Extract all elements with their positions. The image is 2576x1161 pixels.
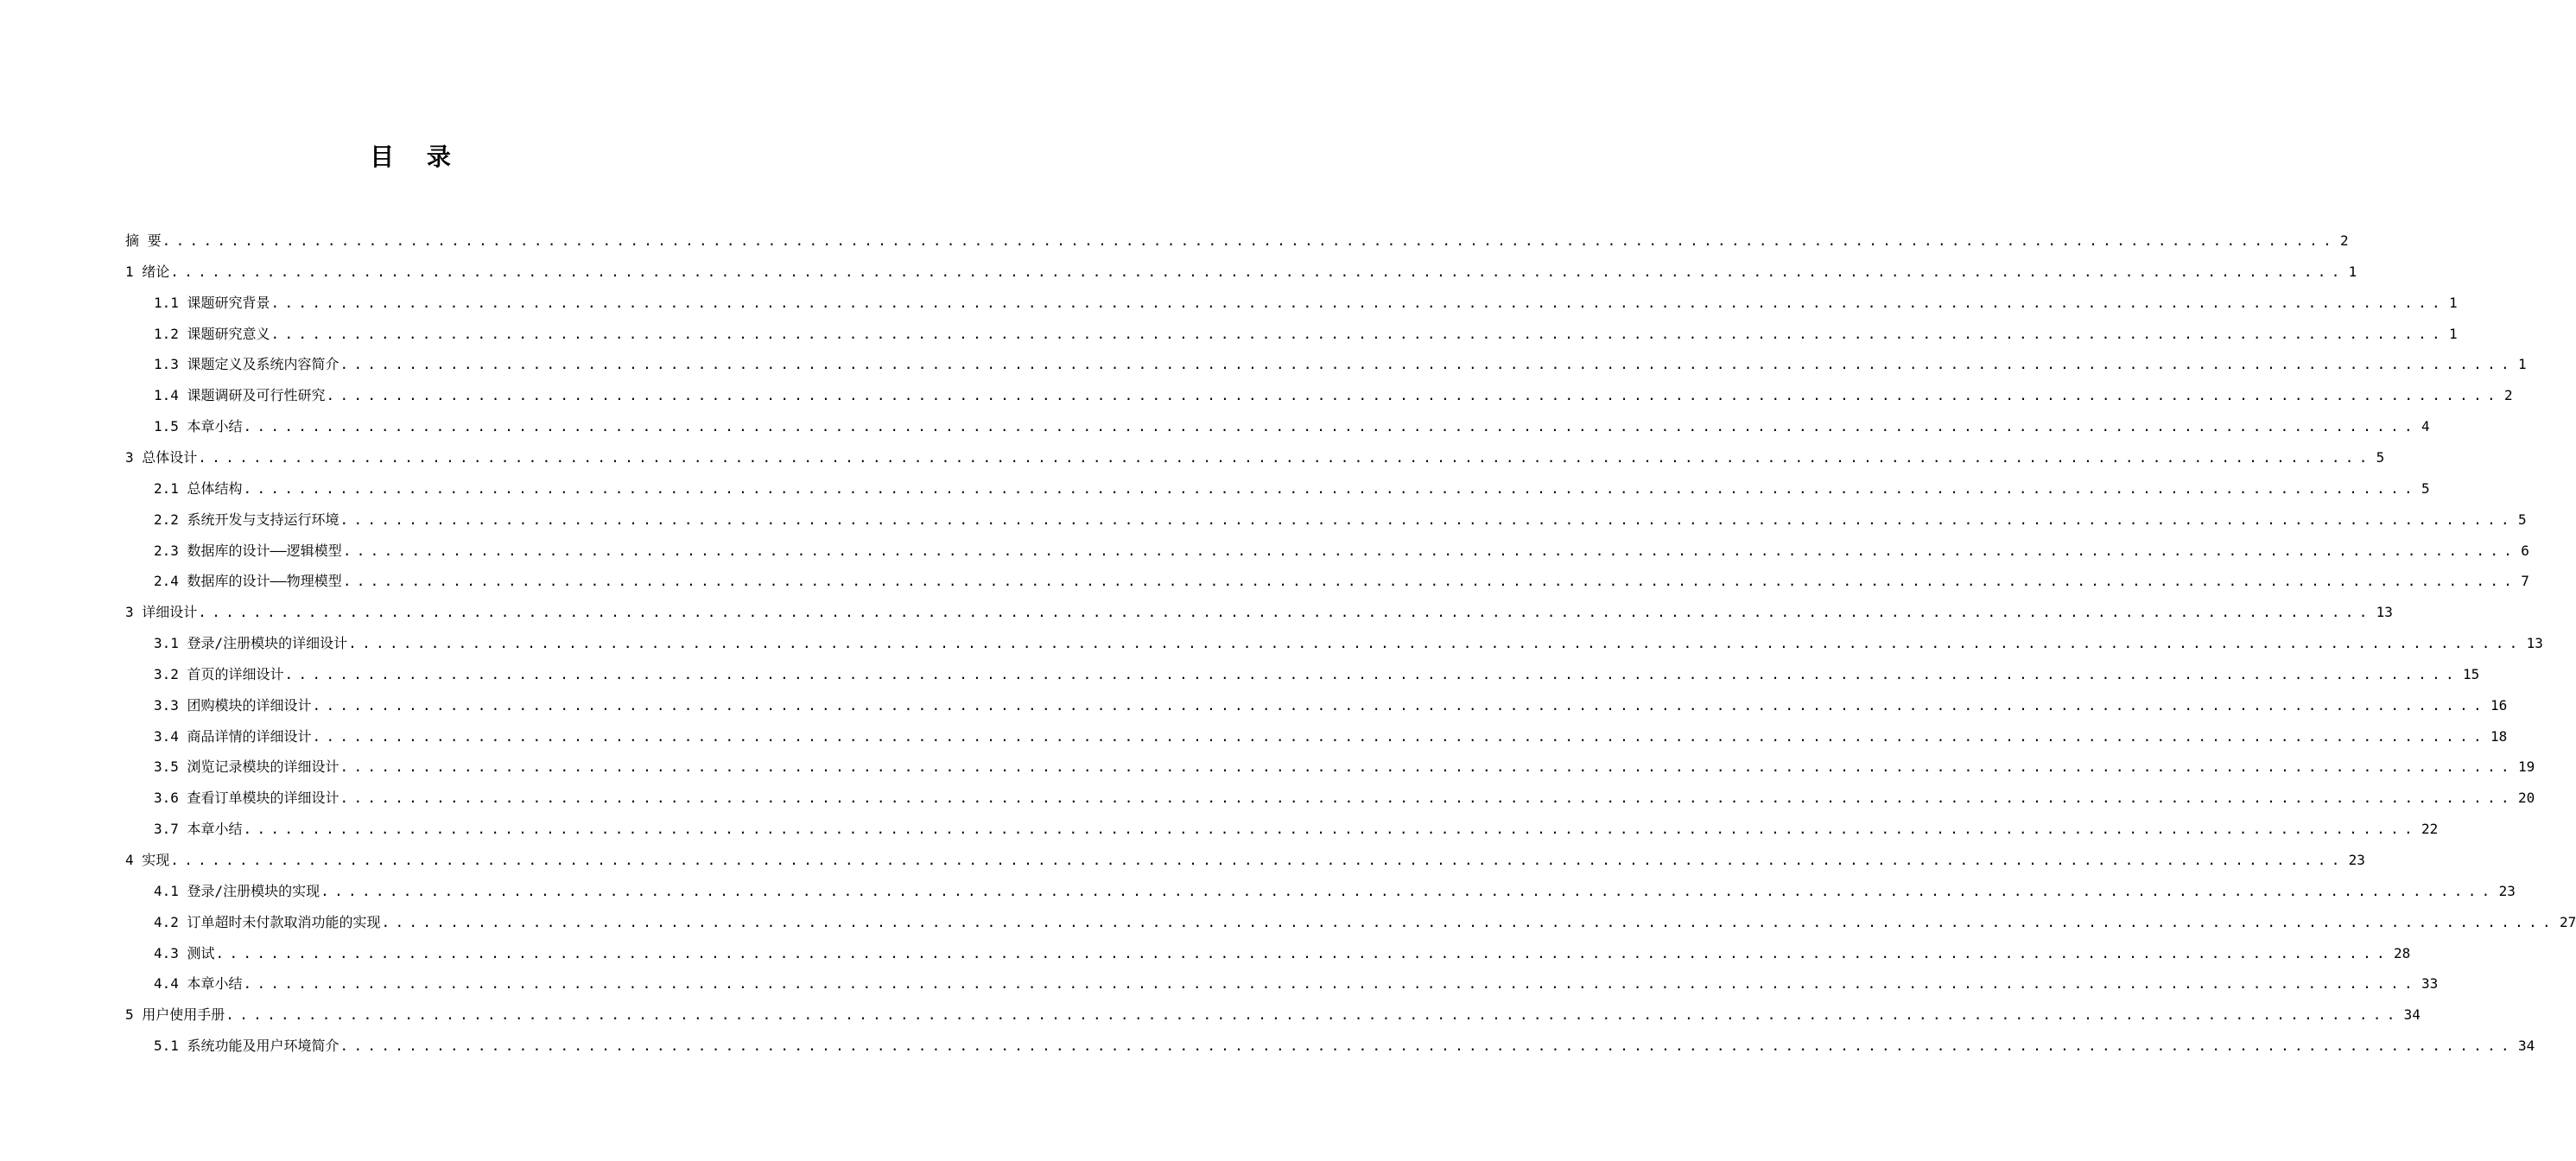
toc-entry-page-number: 22 [2421,821,2439,838]
toc-entry-page-number: 13 [2376,604,2393,621]
toc-entry[interactable] [154,312,2458,343]
toc-entry[interactable] [154,466,2430,498]
toc-entry[interactable] [154,1024,2535,1055]
toc-entry[interactable] [154,652,2480,683]
dot-leader: .............................................................................................................................................................. [342,573,2518,590]
dot-leader: .............................................................................................................................................................. [312,727,2487,745]
dot-leader: .............................................................................................................................................................. [243,821,2418,838]
toc-entry[interactable] [154,404,2430,435]
dot-leader: .............................................................................................................................................................. [198,604,2373,621]
dot-leader: .............................................................................................................................................................. [339,511,2515,528]
toc-title: 目 录 [370,143,463,171]
dot-leader: .............................................................................................................................................................. [320,882,2496,899]
toc-entry-page-number: 13 [2526,635,2543,652]
toc-entry-page-number: 20 [2517,790,2535,807]
toc-entry-page-number: 33 [2421,975,2439,993]
toc-entry-page-number: 1 [2448,325,2458,342]
toc-entry[interactable] [125,435,2385,466]
toc-entry-page-number: 5 [2421,479,2430,497]
toc-entry[interactable] [154,900,2576,931]
toc-entry[interactable] [154,373,2513,404]
toc-entry[interactable] [125,993,2421,1024]
toc-entry-text: 3 详细设计 [125,604,198,621]
toc-entry[interactable] [154,776,2535,807]
toc-entry-page-number: 27 [2559,913,2576,930]
toc-entry-text: 摘 要 [125,232,162,249]
toc-entry[interactable] [154,714,2508,745]
dot-leader: .............................................................................................................................................................. [215,944,2390,961]
dot-leader: .............................................................................................................................................................. [198,448,2373,466]
dot-leader: .............................................................................................................................................................. [348,635,2523,652]
dot-leader: .............................................................................................................................................................. [284,665,2459,682]
toc-entry-page-number: 34 [2517,1037,2535,1055]
toc-entry-page-number: 5 [2376,448,2385,466]
toc-entry-text: 4.1 登录/注册模块的实现 [154,882,320,899]
toc-entry-page-number: 23 [2348,852,2365,868]
toc-entry-text: 1.1 课题研究背景 [154,294,270,311]
toc-entry[interactable] [154,931,2411,962]
toc-entry-text: 3 总体设计 [125,448,198,466]
dot-leader: .............................................................................................................................................................. [312,696,2487,714]
toc-entry-page-number: 1 [2348,263,2357,280]
toc-entry-page-number: 18 [2490,727,2508,745]
toc-entry-page-number: 28 [2393,944,2411,961]
toc-entry[interactable] [154,342,2527,373]
toc-entry-text: 3.3 团购模块的详细设计 [154,696,312,714]
toc-entry[interactable] [154,961,2439,993]
dot-leader: .............................................................................................................................................................. [170,263,2345,280]
dot-leader: .............................................................................................................................................................. [170,852,2345,868]
toc-entry[interactable] [125,219,2349,250]
toc-entry-text: 1.4 课题调研及可行性研究 [154,387,326,404]
toc-entry-text: 2.1 总体结构 [154,479,243,497]
toc-entry-page-number: 19 [2517,758,2535,776]
toc-entry[interactable] [154,559,2529,590]
toc-entry[interactable] [154,807,2439,838]
dot-leader: .............................................................................................................................................................. [225,1006,2401,1024]
toc-entry-page-number: 2 [2340,232,2349,249]
toc-entry-text: 2.3 数据库的设计——逻辑模型 [154,542,342,559]
toc-entry-text: 3.6 查看订单模块的详细设计 [154,790,339,807]
dot-leader: .............................................................................................................................................................. [339,758,2515,776]
toc-entry-text: 1.5 本章小结 [154,418,243,435]
toc-entry-page-number: 6 [2521,542,2529,559]
dot-leader: .............................................................................................................................................................. [243,479,2418,497]
toc-entry-page-number: 1 [2448,294,2458,311]
toc-entry[interactable] [154,683,2508,714]
toc-entry-text: 3.7 本章小结 [154,821,243,838]
toc-entry-page-number: 15 [2462,665,2480,682]
toc-entry[interactable] [154,621,2543,652]
toc-entry-text: 4 实现 [125,852,170,868]
toc-entry[interactable] [125,250,2357,281]
toc-entry-page-number: 16 [2490,696,2508,714]
dot-leader: .............................................................................................................................................................. [270,325,2446,342]
toc-entry[interactable] [154,281,2458,312]
dot-leader: .............................................................................................................................................................. [339,790,2515,807]
dot-leader: .............................................................................................................................................................. [162,232,2338,249]
toc-entry-text: 4.4 本章小结 [154,975,243,993]
toc-entry-text: 3.1 登录/注册模块的详细设计 [154,635,348,652]
toc-entry-text: 5.1 系统功能及用户环境简介 [154,1037,339,1055]
dot-leader: .............................................................................................................................................................. [342,542,2518,559]
toc-entry[interactable] [125,838,2365,869]
toc-entry-text: 4.3 测试 [154,944,215,961]
toc-entry-text: 1 绪论 [125,263,170,280]
toc-entry-text: 1.3 课题定义及系统内容简介 [154,356,339,373]
toc-entry-text: 3.2 首页的详细设计 [154,665,284,682]
toc-entry-text: 4.2 订单超时未付款取消功能的实现 [154,913,381,930]
toc-entry[interactable] [154,498,2527,529]
toc-entry-page-number: 7 [2521,573,2529,590]
toc-entry-page-number: 2 [2503,387,2513,404]
toc-entry[interactable] [125,590,2393,621]
toc-entry-page-number: 5 [2517,511,2527,528]
toc-entry-text: 2.4 数据库的设计——物理模型 [154,573,342,590]
dot-leader: .............................................................................................................................................................. [243,975,2418,993]
dot-leader: .............................................................................................................................................................. [270,294,2446,311]
dot-leader: .............................................................................................................................................................. [339,356,2515,373]
toc-entry-text: 5 用户使用手册 [125,1006,225,1024]
toc-entry[interactable] [154,529,2529,560]
toc-entry-page-number: 34 [2403,1006,2421,1024]
toc-entry-text: 2.2 系统开发与支持运行环境 [154,511,339,528]
dot-leader: .............................................................................................................................................................. [243,418,2418,435]
toc-entry[interactable] [154,745,2535,776]
toc-entry[interactable] [154,869,2516,900]
dot-leader: .............................................................................................................................................................. [326,387,2501,404]
toc-entry-page-number: 1 [2517,356,2527,373]
toc-entry-page-number: 4 [2421,418,2430,435]
dot-leader: .............................................................................................................................................................. [339,1037,2515,1055]
toc-entry-text: 1.2 课题研究意义 [154,325,270,342]
toc-entry-text: 3.4 商品详情的详细设计 [154,727,312,745]
toc-entry-page-number: 23 [2498,882,2516,899]
toc-entry-text: 3.5 浏览记录模块的详细设计 [154,758,339,776]
dot-leader: .............................................................................................................................................................. [381,913,2556,930]
